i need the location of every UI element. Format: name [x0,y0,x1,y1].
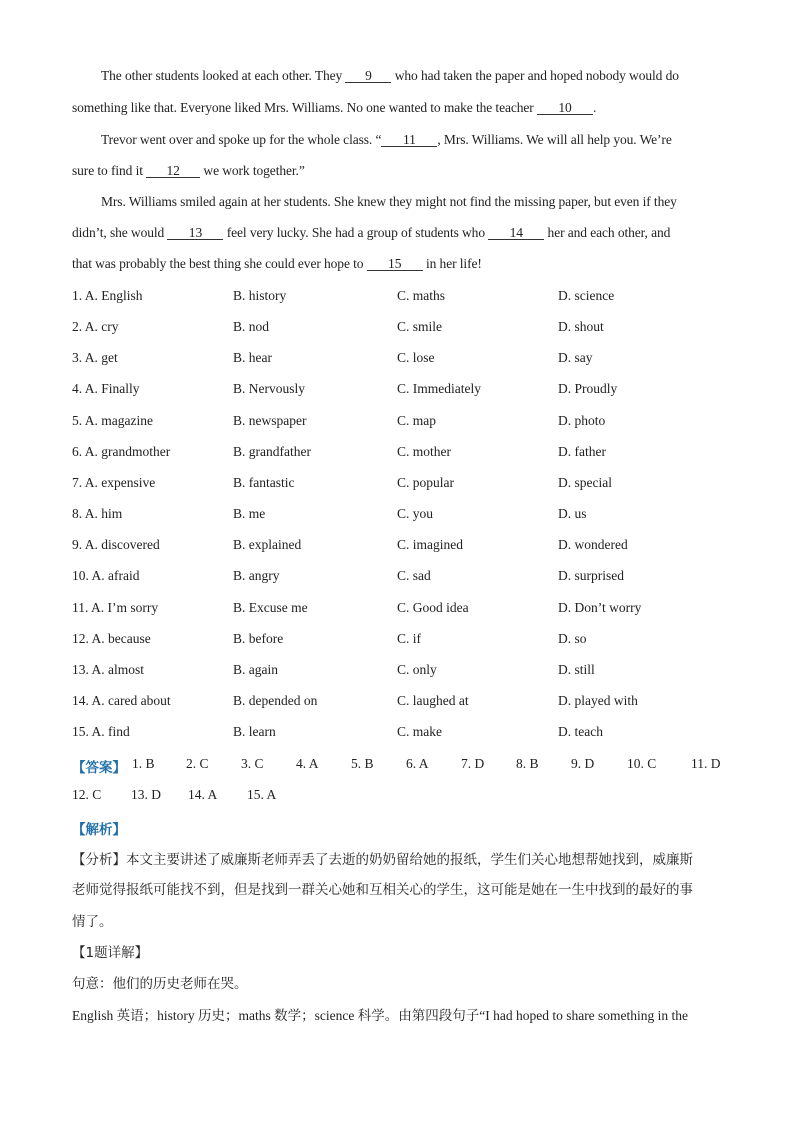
option-13-c: C. only [397,661,437,677]
passage-text: something like that. Everyone liked Mrs. Williams. No one wanted to make the teacher [72,100,537,115]
answer-item: 14. A [188,787,218,802]
option-14-b: B. depended on [233,692,318,708]
analysis-title-text: 【解析】 [72,822,126,838]
option-4-a: 4. A. Finally [72,381,140,397]
passage-text: The other students looked at each other. They [101,68,346,83]
answer-item: 15. A [247,787,277,802]
fenxi-line-1 [72,848,693,868]
answer-item: 13. D [131,787,161,802]
option-12-d: D. so [558,630,587,646]
option-3-a: 3. A. get [72,350,118,366]
fenxi-line-2 [72,878,693,898]
blank-10: 10 [537,101,593,115]
answer-item: 9. D [571,756,595,771]
answer-item: 12. C [72,787,102,802]
option-3-c: C. lose [397,350,435,366]
answer-item: 2. C [186,756,209,771]
option-9-b: B. explained [233,537,302,553]
option-7-a: 7. A. expensive [72,474,156,490]
option-8-a: 8. A. him [72,506,123,522]
option-13-d: D. still [558,661,595,677]
option-2-b: B. nod [233,319,270,335]
answer-item: 7. D [461,756,485,771]
option-4-b: B. Nervously [233,381,305,397]
option-6-b: B. grandfather [233,443,311,459]
passage-text: , Mrs. Williams. We will all help you. We’re [437,132,672,147]
option-9-c: C. imagined [397,537,463,553]
answer-label [72,756,126,776]
answer-item: 6. A [406,756,429,771]
q1-meaning-text: 句意：他们的历史老师在哭。 [72,976,248,992]
passage-line-4 [72,163,305,179]
option-2-d: D. shout [558,319,604,335]
option-15-a: 15. A. find [72,724,130,740]
fenxi-label: 【分析】 [72,852,126,868]
option-8-d: D. us [558,506,587,522]
option-14-a: 14. A. cared about [72,692,171,708]
answer-item: 5. B [351,756,374,771]
option-11-a: 11. A. I’m sorry [72,599,159,615]
option-8-b: B. me [233,506,266,522]
option-3-b: B. hear [233,350,272,366]
answer-item: 1. B [132,756,155,771]
option-12-a: 12. A. because [72,630,151,646]
passage-text: that was probably the best thing she could ever hope to [72,256,367,271]
option-13-a: 13. A. almost [72,661,145,677]
option-5-d: D. photo [558,412,606,428]
option-3-d: D. say [558,350,593,366]
answer-item: 8. B [516,756,539,771]
q1-meaning [72,972,248,992]
option-15-c: C. make [397,724,442,740]
option-10-d: D. surprised [558,568,624,584]
passage-line-3 [101,132,672,148]
blank-14: 14 [488,226,544,240]
option-6-a: 6. A. grandmother [72,443,171,459]
passage-text: . [592,100,597,115]
answer-label-text: 【答案】 [72,760,126,776]
passage-line-6 [72,225,670,241]
answer-item: 11. D [691,756,721,771]
option-13-b: B. again [233,661,278,677]
option-12-c: C. if [397,630,422,646]
passage-text: her and each other, and [544,225,671,240]
option-2-c: C. smile [397,319,443,335]
option-4-d: D. Proudly [558,381,618,397]
answer-item: 3. C [241,756,264,771]
option-14-d: D. played with [558,692,638,708]
passage-line-1 [101,68,679,84]
option-6-d: D. father [558,443,606,459]
option-9-d: D. wondered [558,537,628,553]
blank-9: 9 [345,69,391,83]
option-4-c: C. Immediately [397,381,481,397]
option-1-c: C. maths [397,288,446,303]
option-12-b: B. before [233,630,284,646]
analysis-title [72,818,126,838]
passage-line-7 [72,256,482,272]
option-2-a: 2. A. cry [72,319,119,335]
option-10-c: C. sad [397,568,431,584]
passage-text: Mrs. Williams smiled again at her students. She knew they might not find the missing paper, but even if they [101,194,677,209]
option-5-c: C. map [397,412,436,428]
option-7-d: D. special [558,474,612,490]
option-5-b: B. newspaper [233,412,307,428]
option-7-c: C. popular [397,474,454,490]
fenxi-line-3 [72,910,113,930]
passage-text: who had taken the paper and hoped nobody would do [391,68,679,83]
q1-title-text: 【1题详解】 [72,945,149,961]
option-1-b: B. history [233,288,287,303]
q1-explain [72,1004,688,1024]
blank-13: 13 [167,226,223,240]
blank-12: 12 [146,164,200,178]
option-10-a: 10. A. afraid [72,568,140,584]
passage-line-2 [72,100,596,116]
option-11-c: C. Good idea [397,599,469,615]
option-6-c: C. mother [397,443,451,459]
option-11-d: D. Don’t worry [558,599,642,615]
option-5-a: 5. A. magazine [72,412,153,428]
option-15-b: B. learn [233,724,276,740]
passage-text: in her life! [422,256,482,271]
passage-text: we work together.” [200,163,305,178]
option-9-a: 9. A. discovered [72,537,160,553]
fenxi-text: 老师觉得报纸可能找不到，但是找到一群关心她和互相关心的学生，这可能是她在一生中找到的最好的事 [72,882,693,898]
option-14-c: C. laughed at [397,692,469,708]
option-15-d: D. teach [558,724,603,740]
option-7-b: B. fantastic [233,474,295,490]
blank-15: 15 [367,257,423,271]
passage-text: didn’t, she would [72,225,168,240]
passage-line-5 [101,194,677,210]
fenxi-text: 情了。 [72,914,113,930]
answer-item: 4. A [296,756,319,771]
option-1-a: 1. A. English [72,288,143,303]
passage-text: feel very lucky. She had a group of students who [223,225,489,240]
option-1-d: D. science [558,288,615,303]
option-8-c: C. you [397,506,434,522]
option-10-b: B. angry [233,568,280,584]
passage-text: sure to find it [72,163,147,178]
q1-explain-text: English 英语；history 历史；maths 数学；science 科学。由第四段句子“I had hoped to share something in the [72,1008,689,1023]
blank-11: 11 [381,133,437,147]
passage-text: Trevor went over and spoke up for the whole class. “ [101,132,382,147]
fenxi-text: 本文主要讲述了威廉斯老师弄丢了去逝的奶奶留给她的报纸，学生们关心地想帮她找到，威廉斯 [126,852,693,868]
answer-item: 10. C [627,756,657,771]
q1-detail-title [72,941,148,961]
option-11-b: B. Excuse me [233,599,308,615]
